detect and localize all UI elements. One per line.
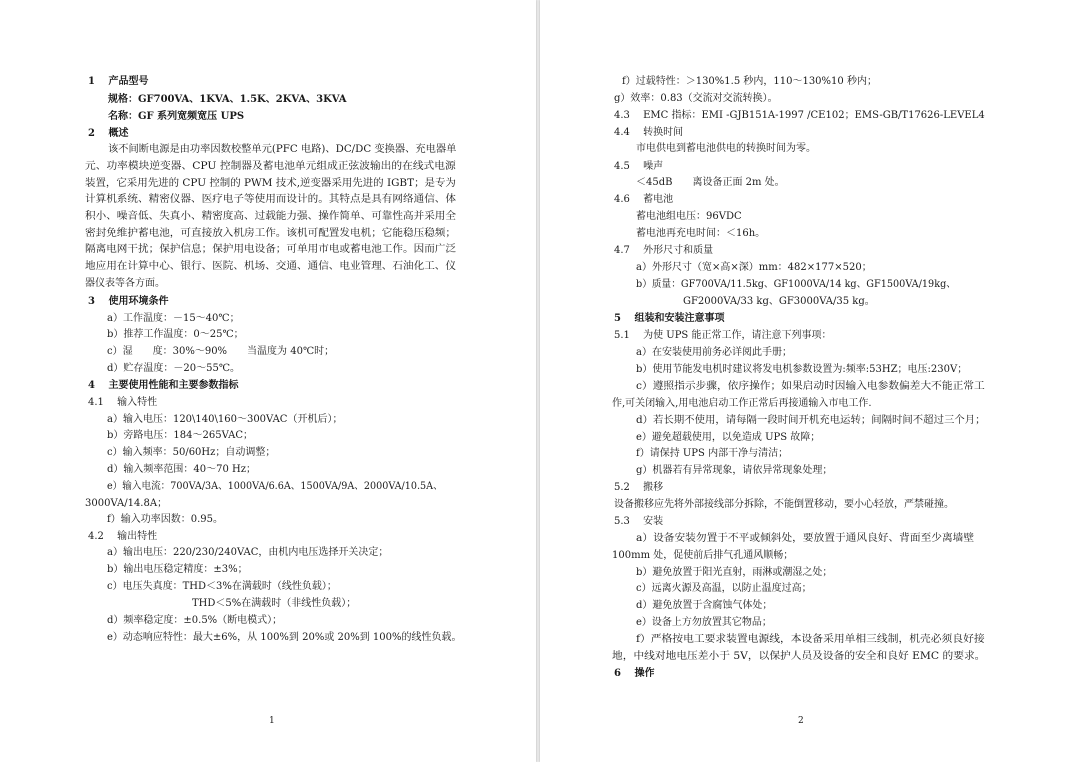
text-line: 4.4 转换时间 [614, 127, 684, 138]
text-line: 器仪表等各方面。 [85, 278, 165, 289]
page-number: 2 [798, 716, 804, 726]
section-heading: 2 概述 [88, 128, 129, 139]
section-heading: 3 使用环境条件 [88, 296, 169, 307]
text-line: 元、功率模块逆变器、CPU 控制器及蓄电池单元组成正弦波输出的在线式电源 [85, 161, 456, 172]
text-line: 蓄电池再充电时间：＜16h。 [636, 228, 766, 239]
document-page-1 [0, 0, 536, 762]
text-line: g）效率：0.83（交流对交流转换）。 [614, 93, 778, 104]
text-line: 4.6 蓄电池 [614, 194, 674, 205]
text-line: 5.1 为使 UPS 能正常工作，请注意下列事项： [614, 330, 832, 341]
text-line: 市电供电到蓄电池供电的转换时间为零。 [636, 143, 816, 154]
section-heading: 规格：GF700VA、1KVA、1.5K、2KVA、3KVA [108, 94, 347, 105]
section-heading: 1 产品型号 [88, 76, 149, 87]
text-line: 装置，它采用先进的 CPU 控制的 PWM 技术,逆变器采用先进的 IGBT；是专为 [85, 178, 456, 189]
text-line: 积小、噪音低、失真小、精密度高、过载能力强、操作简单、可靠性高并采用全 [85, 211, 456, 222]
section-heading: 5 组装和安装注意事项 [614, 313, 725, 324]
text-line: a）输出电压：220/230/240VAC，由机内电压选择开关决定； [107, 547, 389, 558]
text-line: a）外形尺寸（宽×高×深）mm：482×177×520； [636, 262, 872, 273]
text-line: c）输入频率：50/60Hz；自动调整； [107, 447, 276, 458]
text-line: 4.3 EMC 指标：EMI -GJB151A-1997 /CE102；EMS-GB/T17626-LEVEL4 [614, 110, 985, 121]
text-line: 该不间断电源是由功率因数校整单元(PFC 电路)、DC/DC 变换器、充电器单 [108, 144, 457, 155]
text-line: b）避免放置于阳光直射，雨淋或潮湿之处； [636, 567, 833, 578]
text-line: 作,可关闭输入,用电池启动工作正常后再接通输入市电工作. [612, 398, 872, 409]
text-line: e）动态响应特性：最大±6%，从 100%到 20%或 20%到 100%的线性负载。 [107, 632, 462, 643]
text-line: e）输入电流：700VA/3A、1000VA/6.6A、1500VA/9A、2000VA/10.5A、 [107, 481, 443, 492]
text-line: 地应用在计算中心、银行、医院、机场、交通、通信、电业管理、石油化工、仪 [85, 261, 456, 272]
text-line: c）遵照指示步骤，依序操作；如果启动时因输入电参数偏差大不能正常工 [636, 381, 985, 392]
text-line: d）若长期不使用，请每隔一段时间开机充电运转；间隔时间不超过三个月； [636, 415, 986, 426]
text-line: 5.2 搬移 [614, 482, 664, 493]
text-line: 4.2 输出特性 [88, 531, 158, 542]
section-heading: 4 主要使用性能和主要参数指标 [88, 380, 239, 391]
text-line: a）输入电压：120\140\160～300VAC（开机后）； [107, 414, 343, 425]
text-line: c）湿 度：30%～90% 当温度为 40℃时； [107, 346, 335, 357]
text-line: e）避免超载使用，以免造成 UPS 故障； [636, 432, 821, 443]
text-line: ＜45dB 离设备正面 2m 处。 [636, 177, 785, 188]
text-line: f）输入功率因数：0.95。 [107, 514, 223, 525]
text-line: a）在安装使用前务必详阅此手册； [636, 347, 792, 358]
text-line: THD＜5%在满载时（非线性负载）； [192, 598, 357, 609]
text-line: d）频率稳定度：±0.5%（断电模式）； [107, 615, 283, 626]
text-line: d）贮存温度：－20～55℃。 [107, 363, 241, 374]
text-line: 3000VA/14.8A； [85, 498, 168, 509]
text-line: 4.5 噪声 [614, 161, 664, 172]
text-line: b）使用节能发电机时建议将发电机参数设置为:频率:53HZ；电压:230V； [636, 364, 968, 375]
section-heading: 6 操作 [614, 668, 655, 679]
text-line: b）推荐工作温度：0～25℃； [107, 329, 244, 340]
text-line: g）机器若有异常现象，请依异常现象处理； [636, 465, 833, 476]
text-line: 蓄电池组电压：96VDC [636, 211, 742, 222]
text-line: b）输出电压稳定精度：±3%； [107, 564, 248, 575]
text-line: 计算机系统、精密仪器、医疗电子等使用而设计的。其特点是具有网络通信、体 [85, 194, 456, 205]
text-line: c）远离火源及高温，以防止温度过高； [636, 583, 812, 594]
text-line: f）严格按电工要求装置电源线，本设备采用单相三线制，机壳必须良好接 [636, 634, 985, 645]
text-line: GF2000VA/33 kg、GF3000VA/35 kg。 [683, 296, 875, 307]
page-number: 1 [269, 716, 275, 726]
text-line: 隔离电网干扰；保护信息；保护用电设备；可单用市电或蓄电池工作。因而广泛 [85, 244, 456, 255]
text-line: a）设备安装勿置于不平或倾斜处，要放置于通风良好、背面至少离墙壁 [636, 533, 975, 544]
text-line: 地，中线对地电压差小于 5V，以保护人员及设备的安全和良好 EMC 的要求。 [612, 651, 986, 662]
text-line: 4.7 外形尺寸和质量 [614, 245, 714, 256]
text-line: c）电压失真度：THD＜3%在满载时（线性负载）； [107, 581, 337, 592]
text-line: 4.1 输入特性 [88, 397, 158, 408]
text-line: 密封免维护蓄电池，可直接放入机房工作。该机可配置发电机；它能稳压稳频； [85, 228, 456, 239]
text-line: 5.3 安装 [614, 516, 664, 527]
text-line: a）工作温度：－15～40℃； [107, 313, 240, 324]
text-line: d）输入频率范围：40～70 Hz； [107, 464, 257, 475]
text-line: 设备搬移应先将外部接线部分拆除，不能倒置移动，要小心轻放，严禁碰撞。 [614, 499, 954, 510]
text-line: f）请保持 UPS 内部干净与清洁； [636, 448, 789, 459]
text-line: f）过载特性：＞130%1.5 秒内，110～130%10 秒内； [622, 76, 877, 87]
text-line: d）避免放置于含腐蚀气体处； [636, 600, 773, 611]
text-line: b）质量：GF700VA/11.5kg、GF1000VA/14 kg、GF1500VA/19kg、 [636, 279, 956, 290]
text-line: e）设备上方勿放置其它物品； [636, 617, 772, 628]
text-line: 100mm 处，促使前后排气孔通风顺畅； [612, 550, 794, 561]
text-line: b）旁路电压：184～265VAC； [107, 430, 253, 441]
section-heading: 名称：GF 系列宽频宽压 UPS [108, 111, 245, 122]
